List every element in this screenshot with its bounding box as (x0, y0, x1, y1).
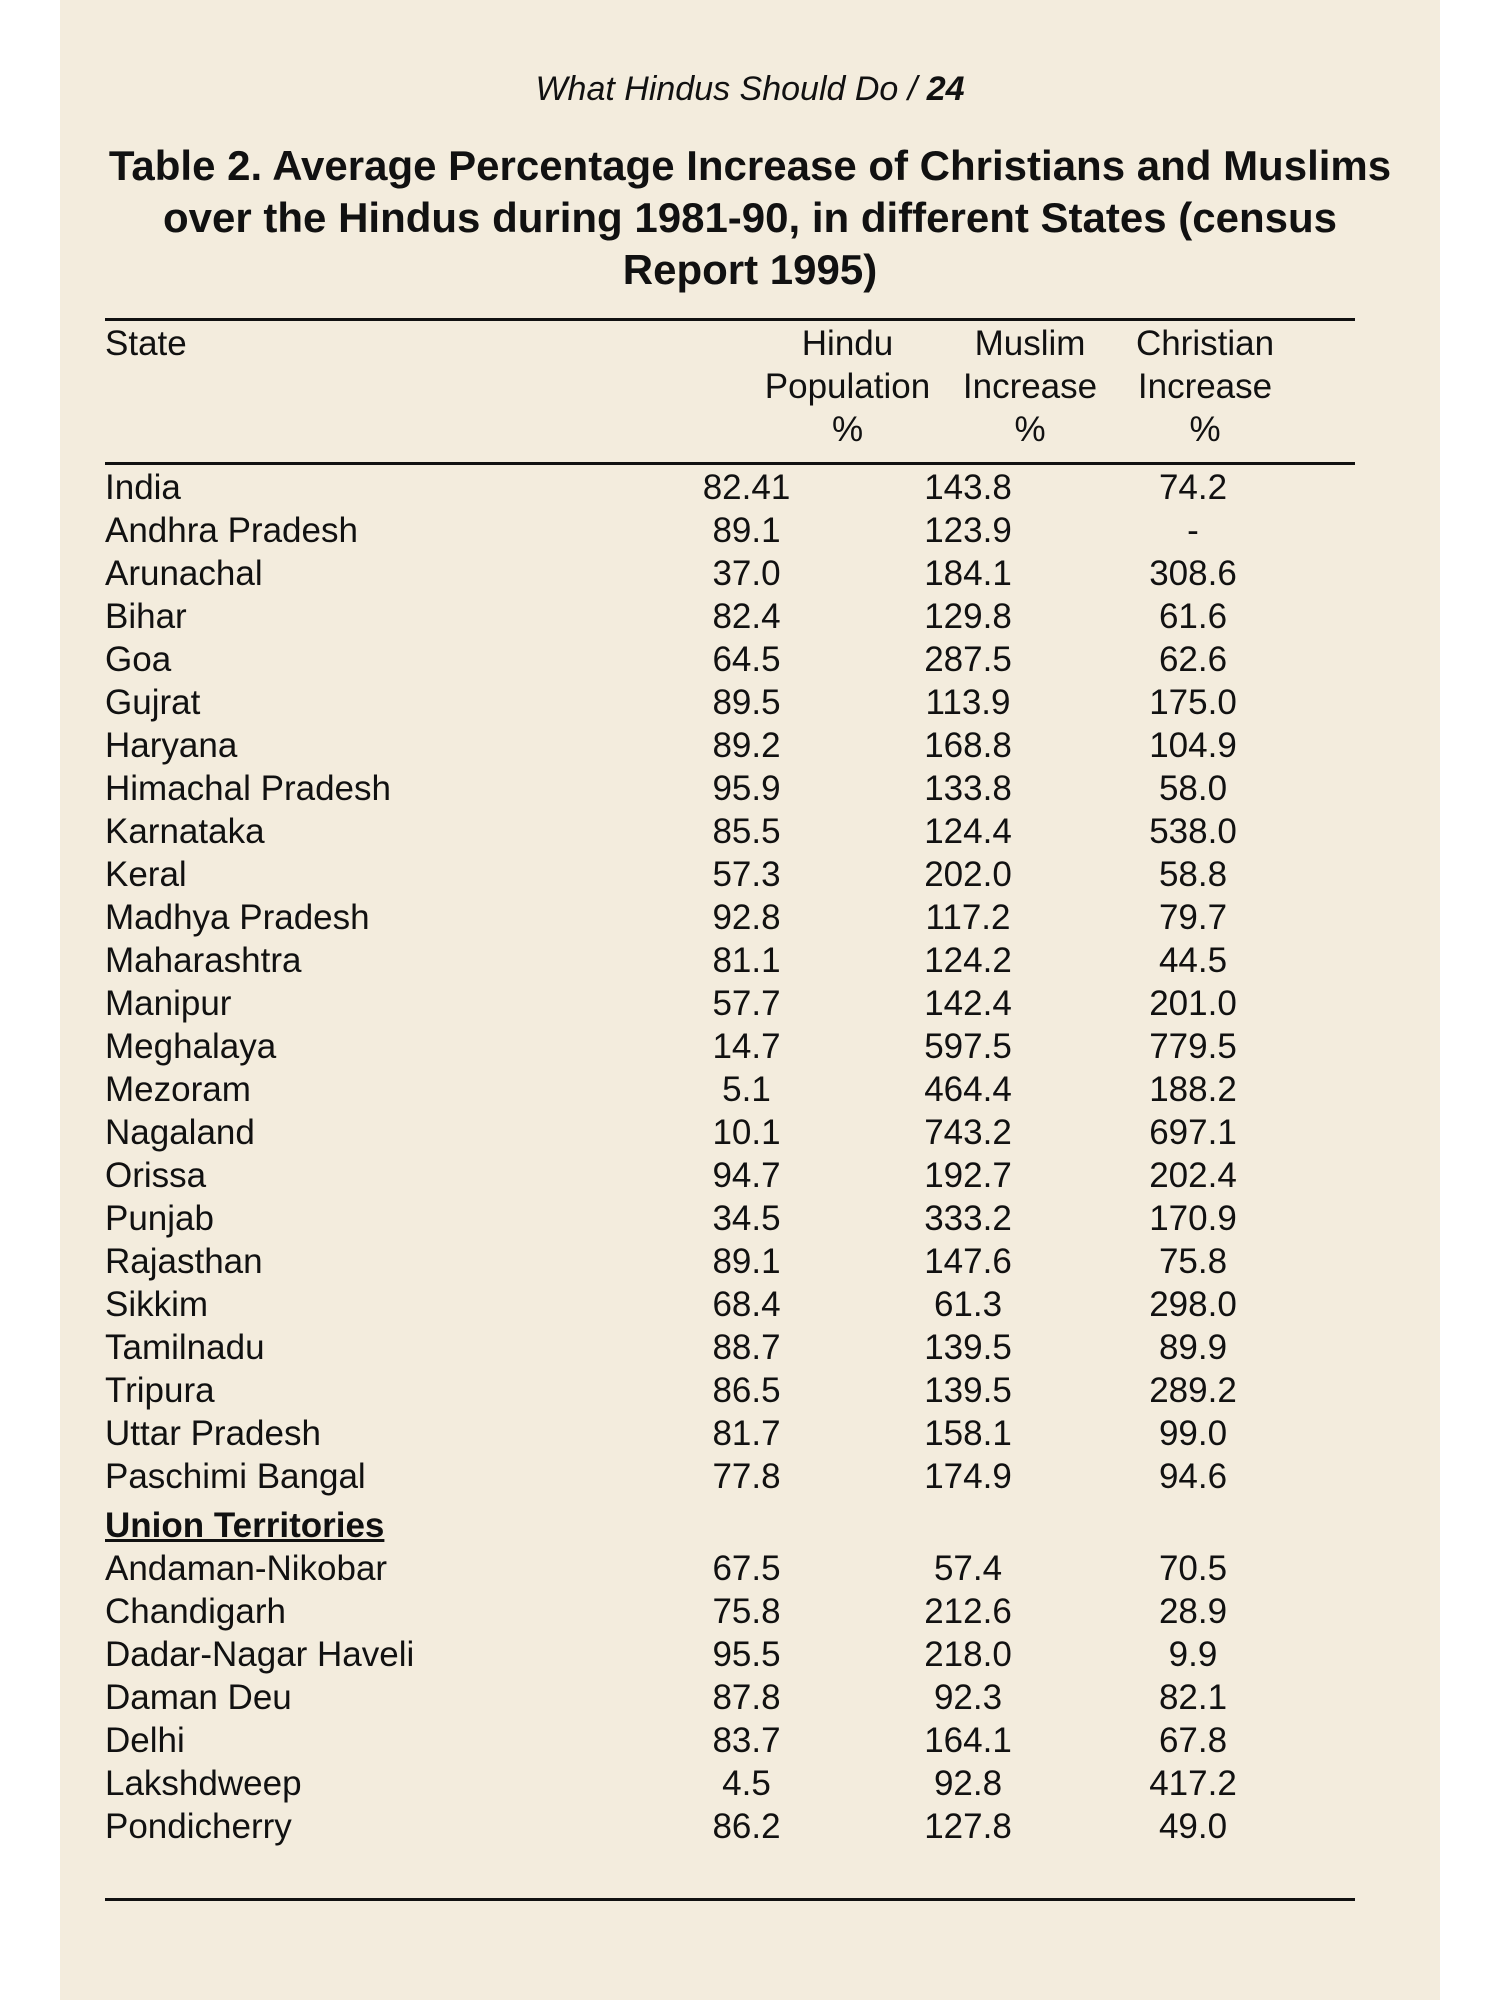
cell-region: Madhya Pradesh (105, 897, 370, 937)
table-row (105, 810, 1355, 853)
table-row (105, 896, 1355, 939)
table-row (105, 595, 1355, 638)
cell-hindu: 77.8 (712, 1456, 781, 1496)
cell-hindu: 67.5 (712, 1548, 781, 1588)
cell-hindu: 75.8 (712, 1591, 781, 1631)
table-row (105, 1197, 1355, 1240)
cell-christian: 75.8 (1158, 1241, 1228, 1281)
cell-region: Rajasthan (105, 1241, 263, 1281)
page-number: 24 (926, 70, 965, 108)
header-hindu-line: % (831, 410, 864, 449)
cell-christian: 62.6 (1158, 639, 1228, 679)
cell-region: Uttar Pradesh (105, 1413, 321, 1453)
cell-christian: 79.7 (1158, 897, 1228, 937)
header-muslim-line: % (1014, 410, 1046, 449)
cell-hindu: 82.4 (712, 596, 781, 636)
cell-muslim: 142.4 (924, 983, 1012, 1023)
table-row (105, 1762, 1355, 1805)
cell-christian: 175.0 (1149, 682, 1237, 722)
table-row (105, 982, 1355, 1025)
cell-region: Andhra Pradesh (105, 510, 358, 550)
table-row (105, 509, 1355, 552)
header-muslim-line: Increase (962, 367, 1098, 406)
cell-muslim: 57.4 (933, 1548, 1003, 1588)
cell-region: Orissa (105, 1155, 207, 1195)
cell-christian: 289.2 (1149, 1370, 1237, 1410)
cell-muslim: 202.0 (924, 854, 1012, 894)
cell-christian: 170.9 (1149, 1198, 1237, 1238)
cell-christian: 70.5 (1158, 1548, 1228, 1588)
table-row (105, 1412, 1355, 1455)
cell-muslim: 124.2 (924, 940, 1012, 980)
cell-region: Bihar (105, 596, 187, 636)
table-row (105, 1326, 1355, 1369)
cell-christian: 89.9 (1158, 1327, 1228, 1367)
cell-muslim: 147.6 (924, 1241, 1012, 1281)
cell-christian: 9.9 (1168, 1634, 1218, 1674)
table-row (105, 939, 1355, 982)
cell-muslim: 127.8 (924, 1806, 1012, 1846)
cell-hindu: 64.5 (712, 639, 781, 679)
cell-hindu: 95.5 (712, 1634, 781, 1674)
cell-christian: 308.6 (1149, 553, 1237, 593)
table-header-rule (105, 462, 1355, 465)
cell-christian: 67.8 (1158, 1720, 1228, 1760)
cell-region: Haryana (105, 725, 238, 765)
cell-muslim: 333.2 (924, 1198, 1012, 1238)
cell-hindu: 94.7 (712, 1155, 781, 1195)
union-territories-heading: Union Territories (105, 1506, 385, 1545)
cell-region: Daman Deu (105, 1677, 292, 1717)
cell-christian: 417.2 (1149, 1763, 1237, 1803)
cell-region: Punjab (105, 1198, 214, 1238)
cell-hindu: 57.7 (712, 983, 781, 1023)
cell-christian: 94.6 (1158, 1456, 1228, 1496)
cell-christian: 58.0 (1158, 768, 1228, 808)
cell-hindu: 86.2 (712, 1806, 781, 1846)
header-state: State (105, 324, 187, 363)
header-christian (1090, 322, 1320, 451)
cell-region: Andaman-Nikobar (105, 1548, 388, 1588)
cell-christian: 61.6 (1158, 596, 1228, 636)
cell-region: Sikkim (105, 1284, 209, 1324)
book-page (60, 0, 1440, 2000)
data-table (105, 466, 1355, 1848)
table-row (105, 724, 1355, 767)
cell-region: Paschimi Bangal (105, 1456, 366, 1496)
cell-christian: - (1187, 510, 1199, 550)
cell-christian: 188.2 (1149, 1069, 1237, 1109)
union-territories-body (105, 1547, 1355, 1848)
running-head (60, 70, 1440, 109)
header-muslim-line: Muslim (974, 324, 1086, 363)
table-row (105, 1240, 1355, 1283)
cell-muslim: 92.8 (933, 1763, 1003, 1803)
cell-region: Dadar-Nagar Haveli (105, 1634, 415, 1674)
cell-muslim: 597.5 (924, 1026, 1012, 1066)
header-hindu-line: Hindu (801, 324, 894, 363)
cell-muslim: 92.3 (933, 1677, 1003, 1717)
table-row (105, 1719, 1355, 1762)
cell-hindu: 89.1 (712, 1241, 781, 1281)
cell-region: Tamilnadu (105, 1327, 265, 1367)
cell-muslim: 124.4 (924, 811, 1012, 851)
cell-christian: 104.9 (1149, 725, 1237, 765)
cell-christian: 49.0 (1158, 1806, 1228, 1846)
cell-christian: 202.4 (1149, 1155, 1237, 1195)
cell-muslim: 168.8 (924, 725, 1012, 765)
table-row (105, 1111, 1355, 1154)
cell-region: Karnataka (105, 811, 265, 851)
cell-hindu: 92.8 (712, 897, 781, 937)
cell-muslim: 123.9 (924, 510, 1012, 550)
cell-muslim: 133.8 (924, 768, 1012, 808)
table-row (105, 1283, 1355, 1326)
cell-hindu: 4.5 (722, 1763, 771, 1803)
cell-hindu: 89.1 (712, 510, 781, 550)
table-row (105, 638, 1355, 681)
cell-muslim: 143.8 (924, 467, 1012, 507)
cell-hindu: 14.7 (712, 1026, 781, 1066)
cell-muslim: 192.7 (924, 1155, 1012, 1195)
table-title: Table 2. Average Percentage Increase of Christians and Muslims over the Hindus during 1981-90, in different States (census Report 1995) (108, 142, 1392, 293)
cell-muslim: 174.9 (924, 1456, 1012, 1496)
cell-hindu: 81.1 (712, 940, 781, 980)
table-row (105, 1547, 1355, 1590)
cell-hindu: 89.5 (712, 682, 781, 722)
table-row (105, 1455, 1355, 1498)
cell-muslim: 129.8 (924, 596, 1012, 636)
cell-muslim: 287.5 (924, 639, 1012, 679)
cell-muslim: 184.1 (924, 553, 1012, 593)
cell-region: Chandigarh (105, 1591, 286, 1631)
cell-hindu: 86.5 (712, 1370, 781, 1410)
cell-region: Meghalaya (105, 1026, 277, 1066)
cell-region: India (105, 467, 181, 507)
cell-christian: 99.0 (1158, 1413, 1228, 1453)
table-row (105, 681, 1355, 724)
table-row (105, 853, 1355, 896)
cell-christian: 298.0 (1149, 1284, 1237, 1324)
states-body (105, 466, 1355, 1498)
table-bottom-rule (105, 1898, 1355, 1901)
cell-hindu: 87.8 (712, 1677, 781, 1717)
cell-hindu: 68.4 (712, 1284, 781, 1324)
cell-muslim: 61.3 (933, 1284, 1003, 1324)
cell-hindu: 57.3 (712, 854, 781, 894)
table-row (105, 1025, 1355, 1068)
cell-muslim: 743.2 (924, 1112, 1012, 1152)
header-christian-line: Christian (1135, 324, 1275, 363)
cell-muslim: 139.5 (924, 1370, 1012, 1410)
cell-hindu: 82.41 (702, 467, 791, 507)
cell-region: Keral (105, 854, 187, 894)
cell-region: Mezoram (105, 1069, 251, 1109)
cell-region: Tripura (105, 1370, 215, 1410)
cell-region: Lakshdweep (105, 1763, 302, 1803)
cell-christian: 82.1 (1158, 1677, 1228, 1717)
cell-region: Maharashtra (105, 940, 302, 980)
cell-region: Himachal Pradesh (105, 768, 391, 808)
cell-region: Gujrat (105, 682, 201, 722)
cell-hindu: 95.9 (712, 768, 781, 808)
table-row (105, 1590, 1355, 1633)
table-row (105, 767, 1355, 810)
cell-hindu: 37.0 (712, 553, 781, 593)
cell-region: Nagaland (105, 1112, 255, 1152)
table-row (105, 1068, 1355, 1111)
cell-christian: 44.5 (1158, 940, 1228, 980)
cell-muslim: 117.2 (925, 897, 1011, 937)
cell-christian: 538.0 (1149, 811, 1237, 851)
cell-christian: 697.1 (1149, 1112, 1237, 1152)
cell-muslim: 158.1 (924, 1413, 1012, 1453)
cell-hindu: 85.5 (712, 811, 781, 851)
cell-hindu: 83.7 (712, 1720, 781, 1760)
cell-muslim: 164.1 (924, 1720, 1012, 1760)
cell-region: Arunachal (105, 553, 263, 593)
cell-muslim: 139.5 (924, 1327, 1012, 1367)
cell-muslim: 212.6 (924, 1591, 1012, 1631)
table-row (105, 552, 1355, 595)
cell-christian: 58.8 (1158, 854, 1228, 894)
table-row (105, 1154, 1355, 1197)
cell-hindu: 88.7 (712, 1327, 781, 1367)
cell-hindu: 89.2 (712, 725, 781, 765)
cell-hindu: 81.7 (712, 1413, 781, 1453)
cell-muslim: 113.9 (925, 682, 1011, 722)
cell-christian: 28.9 (1158, 1591, 1228, 1631)
table-top-rule (105, 318, 1355, 321)
cell-hindu: 34.5 (712, 1198, 781, 1238)
table-row (105, 466, 1355, 509)
running-head-title: What Hindus Should Do / (535, 70, 918, 108)
cell-region: Pondicherry (105, 1806, 292, 1846)
cell-christian: 779.5 (1149, 1026, 1237, 1066)
cell-hindu: 5.1 (722, 1069, 771, 1109)
cell-christian: 74.2 (1158, 467, 1228, 507)
cell-hindu: 10.1 (712, 1112, 781, 1152)
table-row (105, 1633, 1355, 1676)
cell-christian: 201.0 (1149, 983, 1237, 1023)
header-hindu-line: Population (764, 367, 931, 406)
header-christian-line: Increase (1137, 367, 1273, 406)
cell-region: Manipur (105, 983, 232, 1023)
table-row (105, 1805, 1355, 1848)
cell-region: Goa (105, 639, 172, 679)
table-row (105, 1369, 1355, 1412)
cell-muslim: 218.0 (924, 1634, 1012, 1674)
table-row (105, 1676, 1355, 1719)
cell-muslim: 464.4 (924, 1069, 1012, 1109)
header-christian-line: % (1189, 410, 1221, 449)
cell-region: Delhi (105, 1720, 185, 1760)
